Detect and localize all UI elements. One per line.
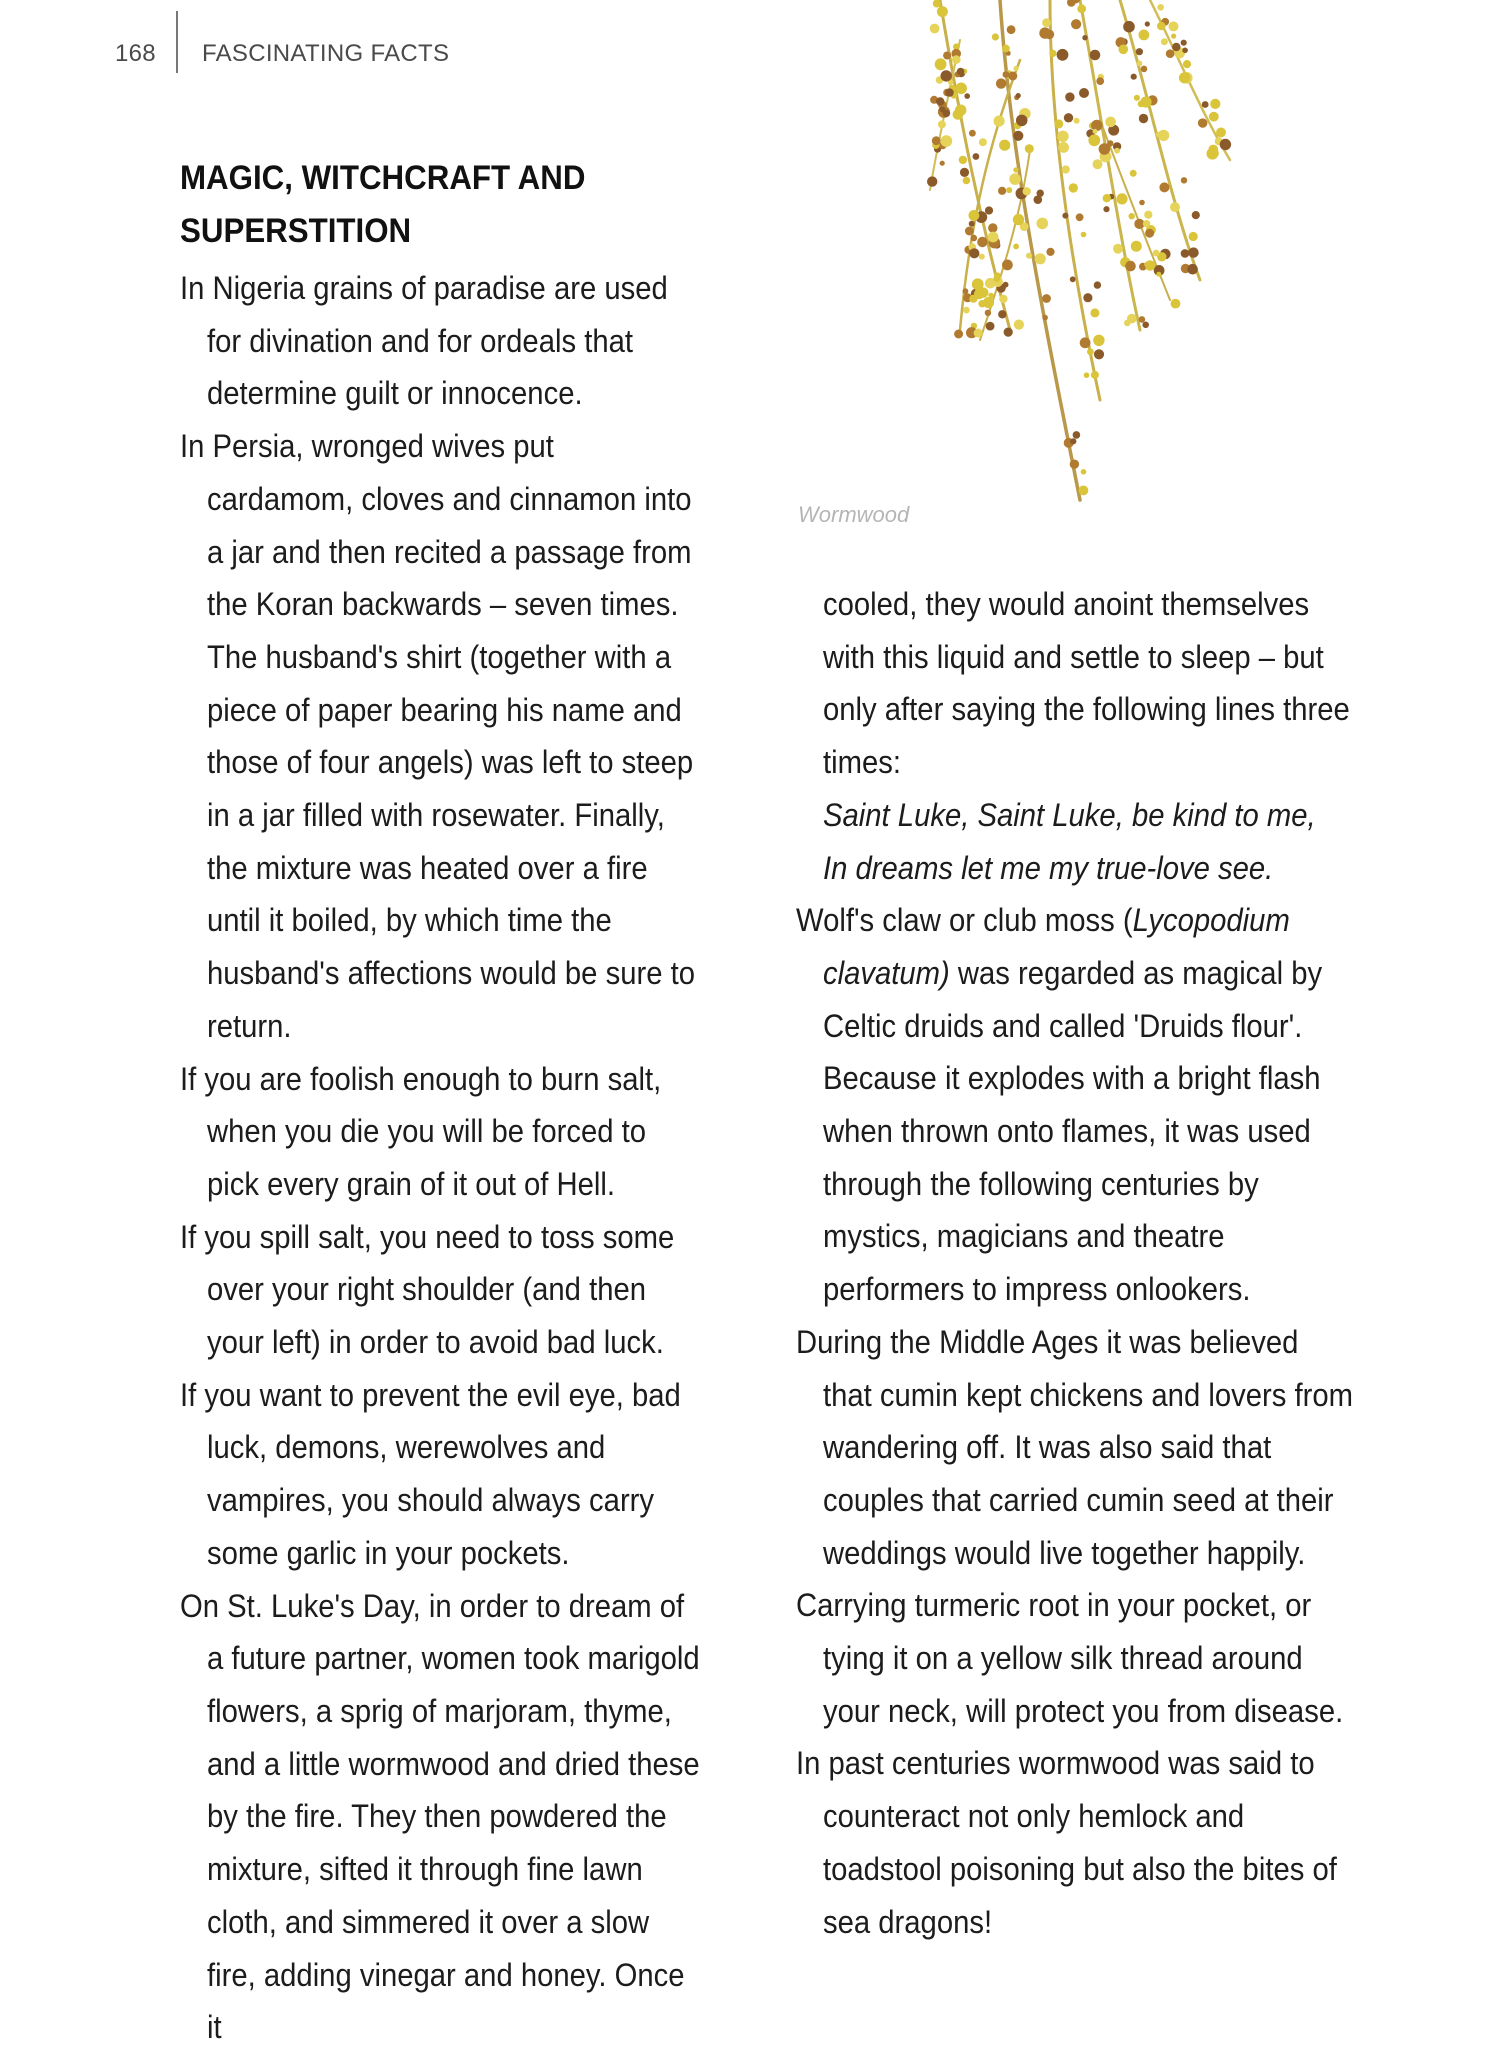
floret bbox=[1209, 112, 1219, 122]
floret bbox=[1094, 281, 1101, 288]
paragraph bbox=[796, 894, 1354, 1316]
paragraph: In Nigeria grains of paradise are used for divination and for ordeals that determine guilt or innocence. bbox=[180, 270, 668, 412]
floret bbox=[1139, 200, 1145, 206]
paragraph: Carrying turmeric root in your pocket, or tying it on a yellow silk thread around your neck, will protect you from disease. bbox=[796, 1587, 1344, 1729]
floret bbox=[1065, 92, 1074, 101]
floret bbox=[963, 307, 970, 314]
floret bbox=[1002, 260, 1013, 271]
floret bbox=[1139, 114, 1148, 123]
floret bbox=[954, 330, 963, 339]
floret bbox=[1081, 232, 1087, 238]
floret bbox=[1062, 213, 1068, 219]
floret bbox=[1131, 241, 1142, 252]
floret bbox=[1145, 260, 1155, 270]
figure-caption: Wormwood bbox=[798, 502, 910, 527]
floret bbox=[998, 310, 1006, 318]
floret bbox=[1045, 30, 1055, 40]
paragraph: On St. Luke's Day, in order to dream of a future partner, women took marigold flowers, a sprig of marjoram, thyme, and a little wormwood and dried these by the fire. They then powdered the mixture, sifted it through fine lawn cloth, and simmered it over a slow fire, adding vinegar and honey. Once it bbox=[180, 1587, 700, 2046]
floret bbox=[955, 83, 967, 95]
floret bbox=[996, 78, 1006, 88]
floret bbox=[941, 70, 952, 81]
floret bbox=[1079, 88, 1089, 98]
floret bbox=[1188, 247, 1198, 257]
floret bbox=[1123, 21, 1135, 33]
floret bbox=[1145, 21, 1150, 26]
floret bbox=[1054, 119, 1063, 128]
floret bbox=[1003, 71, 1010, 78]
floret bbox=[1014, 66, 1019, 71]
text-run: Wolf's claw or club moss ( bbox=[796, 902, 1133, 939]
floret bbox=[1002, 45, 1010, 53]
floret bbox=[1210, 149, 1219, 158]
floret bbox=[1042, 294, 1051, 303]
floret bbox=[1220, 139, 1231, 150]
paragraph-continued: cooled, they would anoint themselves with this liquid and settle to sleep – but only after saying the following lines three times: bbox=[823, 586, 1350, 781]
floret bbox=[1035, 253, 1046, 264]
floret bbox=[943, 110, 951, 118]
paragraph: During the Middle Ages it was believed that cumin kept chickens and lovers from wandering off. It was also said that couples that carried cumin seed at their weddings would live together happily. bbox=[796, 1323, 1353, 1571]
floret bbox=[1074, 118, 1080, 124]
floret bbox=[985, 310, 991, 316]
floret bbox=[979, 254, 985, 260]
floret bbox=[965, 227, 974, 236]
floret bbox=[1153, 250, 1160, 257]
floret bbox=[988, 223, 997, 232]
floret bbox=[927, 176, 937, 186]
floret bbox=[1144, 211, 1152, 219]
floret bbox=[1070, 460, 1079, 469]
floret bbox=[1081, 469, 1087, 475]
floret bbox=[1037, 218, 1049, 230]
floret bbox=[1187, 264, 1198, 275]
floret bbox=[1082, 35, 1087, 40]
paragraph: In Persia, wronged wives put cardamom, cloves and cinnamon into a jar and then recited a passage from the Koran backwards – seven times. The husband's shirt (together with a piece of paper bearing his name and those of four angels) was left to steep in a jar filled with rosewater. Finally, the mixture was heated over a fire until it boiled, by which time the husband's affections would be sure to return. bbox=[180, 428, 695, 1044]
latin-name: Lycopodium clavatum) bbox=[823, 902, 1290, 991]
floret bbox=[1156, 132, 1162, 138]
floret bbox=[1129, 213, 1135, 219]
floret bbox=[1057, 49, 1069, 61]
floret bbox=[1016, 93, 1021, 98]
floret bbox=[999, 140, 1010, 151]
floret bbox=[979, 138, 987, 146]
floret bbox=[977, 237, 987, 247]
floret bbox=[974, 329, 983, 338]
floret bbox=[1169, 21, 1179, 31]
floret bbox=[1093, 129, 1098, 134]
section-title: FASCINATING FACTS bbox=[201, 40, 450, 67]
floret bbox=[1216, 127, 1226, 137]
floret bbox=[1189, 232, 1198, 241]
floret bbox=[969, 295, 977, 303]
floret bbox=[978, 287, 988, 297]
floret bbox=[1171, 34, 1176, 39]
floret bbox=[1071, 19, 1081, 29]
floret bbox=[1202, 101, 1209, 108]
floret bbox=[988, 293, 994, 299]
floret bbox=[963, 288, 969, 294]
floret bbox=[1107, 140, 1113, 146]
floret bbox=[960, 168, 969, 177]
floret bbox=[1025, 144, 1034, 153]
floret bbox=[1091, 371, 1099, 379]
floret bbox=[940, 161, 945, 166]
floret bbox=[1116, 193, 1127, 204]
floret bbox=[978, 300, 985, 307]
floret bbox=[1157, 4, 1164, 11]
floret bbox=[945, 88, 953, 96]
floret bbox=[999, 295, 1007, 303]
floret bbox=[963, 177, 971, 185]
floret bbox=[1058, 142, 1069, 153]
floret bbox=[1093, 335, 1104, 346]
verse-line: Saint Luke, Saint Luke, be kind to me, bbox=[823, 796, 1316, 833]
floret bbox=[935, 58, 947, 70]
left-column bbox=[180, 262, 702, 2054]
floret bbox=[1023, 187, 1031, 195]
floret bbox=[998, 187, 1006, 195]
wormwood-illustration bbox=[900, 0, 1260, 520]
floret bbox=[957, 68, 964, 75]
floret bbox=[1119, 45, 1129, 55]
floret bbox=[969, 248, 979, 258]
floret bbox=[1042, 315, 1048, 321]
floret bbox=[1140, 96, 1151, 107]
floret bbox=[1114, 148, 1120, 154]
floret bbox=[1013, 244, 1019, 250]
floret bbox=[1157, 22, 1166, 31]
floret bbox=[953, 109, 964, 120]
floret bbox=[993, 275, 1000, 282]
floret bbox=[1137, 61, 1143, 67]
floret bbox=[1026, 253, 1032, 259]
running-head bbox=[115, 34, 449, 74]
floret bbox=[1210, 99, 1220, 109]
floret bbox=[1181, 40, 1187, 46]
floret bbox=[1127, 314, 1137, 324]
floret bbox=[1134, 95, 1140, 101]
floret bbox=[1069, 183, 1078, 192]
floret bbox=[1013, 131, 1023, 141]
floret bbox=[1008, 72, 1017, 81]
floret bbox=[1130, 170, 1137, 177]
floret bbox=[1090, 308, 1099, 317]
floret bbox=[932, 136, 941, 145]
floret bbox=[1096, 77, 1104, 85]
floret bbox=[973, 153, 980, 160]
floret bbox=[1003, 282, 1009, 288]
floret bbox=[1145, 229, 1154, 238]
floret bbox=[994, 116, 1005, 127]
paragraph: If you spill salt, you need to toss some over your right shoulder (and then your left) in order to avoid bad luck. bbox=[180, 1218, 675, 1361]
floret bbox=[1088, 134, 1100, 146]
floret bbox=[1037, 190, 1044, 197]
floret bbox=[971, 235, 978, 242]
floret bbox=[1016, 115, 1028, 127]
floret bbox=[969, 221, 975, 227]
floret bbox=[1156, 272, 1161, 277]
floret bbox=[1057, 131, 1068, 142]
floret bbox=[1013, 214, 1024, 225]
floret bbox=[1083, 293, 1092, 302]
floret bbox=[1192, 211, 1200, 219]
floret bbox=[1141, 66, 1148, 73]
floret bbox=[1014, 320, 1024, 330]
paragraph: In past centuries wormwood was said to counteract not only hemlock and toadstool poisoning but also the bites of sea dragons! bbox=[796, 1745, 1337, 1940]
floret bbox=[959, 156, 967, 164]
floret bbox=[1161, 38, 1168, 45]
floret bbox=[1013, 167, 1018, 172]
floret bbox=[1181, 177, 1187, 183]
floret bbox=[1007, 25, 1016, 34]
floret bbox=[1006, 187, 1012, 193]
floret bbox=[986, 322, 995, 331]
floret bbox=[1093, 159, 1103, 169]
floret bbox=[1105, 117, 1116, 128]
floret bbox=[1046, 248, 1054, 256]
floret bbox=[992, 33, 999, 40]
floret bbox=[1049, 50, 1056, 57]
floret bbox=[1004, 328, 1013, 337]
floret bbox=[1062, 165, 1070, 173]
floret bbox=[1159, 182, 1169, 192]
floret bbox=[1183, 60, 1191, 68]
floret bbox=[1064, 113, 1073, 122]
floret bbox=[1080, 337, 1091, 348]
plant-florets bbox=[927, 0, 1231, 495]
floret bbox=[1090, 50, 1101, 61]
floret bbox=[1070, 438, 1076, 444]
floret bbox=[1087, 348, 1094, 355]
floret bbox=[937, 6, 948, 17]
floret bbox=[985, 206, 993, 214]
floret bbox=[1139, 316, 1146, 323]
right-column bbox=[796, 578, 1354, 1948]
floret bbox=[930, 24, 940, 34]
floret bbox=[1103, 194, 1111, 202]
floret bbox=[1113, 244, 1123, 254]
floret bbox=[936, 97, 944, 105]
floret bbox=[964, 93, 970, 99]
floret bbox=[938, 120, 946, 128]
floret bbox=[952, 55, 961, 64]
floret bbox=[1170, 202, 1180, 212]
floret bbox=[940, 135, 952, 147]
floret bbox=[1077, 4, 1086, 13]
floret bbox=[1084, 372, 1090, 378]
floret bbox=[1136, 48, 1143, 55]
floret bbox=[1094, 349, 1104, 359]
floret bbox=[1076, 213, 1084, 221]
header-divider bbox=[176, 11, 178, 73]
floret bbox=[969, 130, 976, 137]
text-run: was regarded as magical by Celtic druids and called 'Druids flour'. Because it explodes with a bright flash when thrown onto flames, it was used through the following centuries by mystics, magicians and theatre performers to impress onlookers. bbox=[823, 954, 1323, 1308]
floret bbox=[1139, 30, 1150, 41]
floret bbox=[1166, 49, 1175, 58]
floret bbox=[1181, 249, 1190, 258]
floret bbox=[1079, 486, 1089, 496]
paragraph: If you want to prevent the evil eye, bad luck, demons, werewolves and vampires, you should always carry some garlic in your pockets. bbox=[180, 1376, 681, 1571]
floret bbox=[943, 52, 951, 60]
floret bbox=[1073, 431, 1081, 439]
floret bbox=[1042, 18, 1051, 27]
page-heading: MAGIC, WITCHCRAFT AND SUPERSTITION bbox=[180, 159, 586, 250]
floret bbox=[1143, 220, 1150, 227]
floret bbox=[1172, 43, 1180, 51]
floret bbox=[988, 232, 999, 243]
paragraph: If you are foolish enough to burn salt, when you die you will be forced to pick every grain of it out of Hell. bbox=[180, 1060, 662, 1202]
floret bbox=[1070, 276, 1076, 282]
verse-line: In dreams let me my true-love see. bbox=[823, 849, 1274, 886]
floret bbox=[1125, 261, 1136, 272]
floret bbox=[1142, 322, 1149, 329]
floret bbox=[1091, 120, 1102, 131]
floret bbox=[1103, 206, 1109, 212]
page-number: 168 bbox=[115, 40, 156, 67]
floret bbox=[1171, 299, 1181, 309]
floret bbox=[1179, 72, 1190, 83]
floret bbox=[1182, 48, 1188, 54]
floret bbox=[1131, 74, 1137, 80]
floret bbox=[1198, 119, 1206, 127]
floret bbox=[969, 210, 980, 221]
floret bbox=[1009, 173, 1021, 185]
